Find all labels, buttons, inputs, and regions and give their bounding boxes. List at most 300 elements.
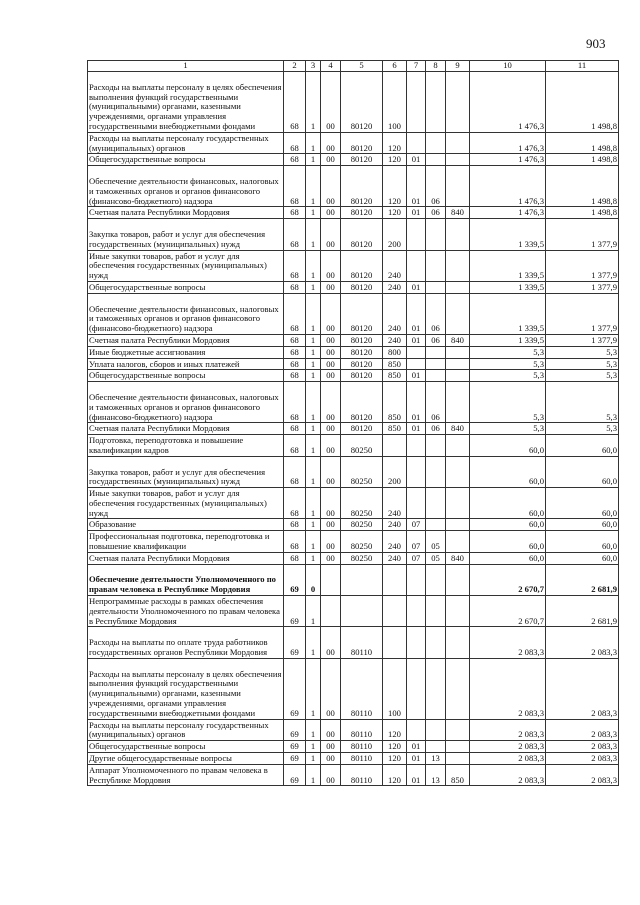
code-cell: 1 [306, 370, 321, 382]
code-cell: 68 [284, 219, 306, 250]
amount-cell: 2 670,7 [470, 596, 546, 627]
amount-cell: 60,0 [470, 531, 546, 553]
row-name-cell: Расходы на выплаты персоналу государственных (муниципальных) органов [88, 132, 284, 154]
code-cell: 240 [383, 281, 407, 293]
code-cell [446, 435, 470, 457]
table-row [88, 293, 619, 334]
code-cell [383, 564, 407, 595]
code-cell [446, 753, 470, 765]
row-name-cell: Иные закупки товаров, работ и услуг для обеспечения государственных (муниципальных) нужд [88, 488, 284, 519]
row-name-cell: Расходы на выплаты персоналу государственных (муниципальных) органов [88, 719, 284, 741]
code-cell: 80120 [341, 293, 383, 334]
code-cell [426, 154, 446, 166]
code-cell: 80110 [341, 753, 383, 765]
code-cell: 80250 [341, 456, 383, 487]
code-cell: 00 [321, 281, 341, 293]
code-cell: 00 [321, 166, 341, 207]
code-cell [426, 219, 446, 250]
code-cell: 850 [383, 370, 407, 382]
code-cell [446, 250, 470, 281]
code-cell [426, 519, 446, 531]
code-cell: 68 [284, 370, 306, 382]
code-cell [426, 719, 446, 741]
code-cell: 69 [284, 627, 306, 658]
code-cell: 68 [284, 346, 306, 358]
header-cell: 10 [470, 61, 546, 72]
header-cell: 6 [383, 61, 407, 72]
code-cell [407, 456, 426, 487]
code-cell [426, 435, 446, 457]
row-name-cell: Профессиональная подготовка, переподготовка и повышение квалификации [88, 531, 284, 553]
code-cell: 00 [321, 293, 341, 334]
code-cell: 68 [284, 132, 306, 154]
code-cell: 00 [321, 370, 341, 382]
code-cell: 1 [306, 519, 321, 531]
code-cell: 1 [306, 207, 321, 219]
code-cell: 80120 [341, 358, 383, 370]
code-cell [407, 346, 426, 358]
amount-cell: 60,0 [470, 456, 546, 487]
amount-cell: 1 339,5 [470, 334, 546, 346]
code-cell: 00 [321, 72, 341, 133]
code-cell: 01 [407, 370, 426, 382]
code-cell [446, 346, 470, 358]
row-name-cell: Иные бюджетные ассигнования [88, 346, 284, 358]
header-cell: 11 [546, 61, 619, 72]
table-row [88, 423, 619, 435]
row-name-cell: Счетная палата Республики Мордовия [88, 334, 284, 346]
table-row [88, 72, 619, 133]
code-cell: 80110 [341, 741, 383, 753]
code-cell [446, 293, 470, 334]
code-cell [426, 281, 446, 293]
amount-cell: 1 377,9 [546, 334, 619, 346]
amount-cell: 60,0 [546, 519, 619, 531]
code-cell: 1 [306, 456, 321, 487]
code-cell: 68 [284, 334, 306, 346]
amount-cell: 1 476,3 [470, 132, 546, 154]
table-row [88, 741, 619, 753]
code-cell [407, 596, 426, 627]
code-cell: 01 [407, 423, 426, 435]
header-cell: 8 [426, 61, 446, 72]
code-cell: 200 [383, 219, 407, 250]
amount-cell: 5,3 [470, 370, 546, 382]
amount-cell: 1 498,8 [546, 72, 619, 133]
code-cell [446, 456, 470, 487]
code-cell: 00 [321, 488, 341, 519]
table-row [88, 334, 619, 346]
code-cell: 00 [321, 627, 341, 658]
code-cell: 840 [446, 552, 470, 564]
code-cell: 00 [321, 346, 341, 358]
row-name-cell: Счетная палата Республики Мордовия [88, 552, 284, 564]
code-cell [426, 564, 446, 595]
code-cell: 1 [306, 764, 321, 786]
row-name-cell: Общегосударственные вопросы [88, 281, 284, 293]
table-row [88, 456, 619, 487]
amount-cell: 1 339,5 [470, 219, 546, 250]
code-cell: 1 [306, 531, 321, 553]
code-cell: 01 [407, 753, 426, 765]
code-cell: 07 [407, 531, 426, 553]
header-cell: 1 [88, 61, 284, 72]
code-cell: 06 [426, 293, 446, 334]
amount-cell: 5,3 [470, 358, 546, 370]
code-cell: 00 [321, 358, 341, 370]
amount-cell: 1 339,5 [470, 293, 546, 334]
code-cell [321, 564, 341, 595]
code-cell: 68 [284, 435, 306, 457]
code-cell [446, 658, 470, 719]
code-cell [321, 596, 341, 627]
code-cell: 13 [426, 764, 446, 786]
code-cell [407, 132, 426, 154]
amount-cell: 2 681,9 [546, 564, 619, 595]
code-cell: 68 [284, 154, 306, 166]
row-name-cell: Расходы на выплаты персоналу в целях обеспечения выполнения функций государственными (муниципальными) органами, казенными учреждениями, органами управления государственными внебюджетными фондами [88, 658, 284, 719]
amount-cell: 1 377,9 [546, 250, 619, 281]
code-cell: 1 [306, 219, 321, 250]
code-cell [446, 219, 470, 250]
table-row [88, 564, 619, 595]
code-cell: 240 [383, 531, 407, 553]
code-cell: 69 [284, 741, 306, 753]
code-cell [407, 435, 426, 457]
code-cell: 840 [446, 423, 470, 435]
amount-cell: 2 083,3 [470, 719, 546, 741]
code-cell [446, 154, 470, 166]
code-cell: 240 [383, 250, 407, 281]
code-cell: 80120 [341, 72, 383, 133]
code-cell: 1 [306, 358, 321, 370]
amount-cell: 5,3 [546, 346, 619, 358]
code-cell: 80120 [341, 219, 383, 250]
code-cell: 00 [321, 382, 341, 423]
amount-cell: 60,0 [470, 435, 546, 457]
code-cell [407, 358, 426, 370]
amount-cell: 2 083,3 [470, 753, 546, 765]
code-cell: 80120 [341, 370, 383, 382]
code-cell: 1 [306, 166, 321, 207]
amount-cell: 2 670,7 [470, 564, 546, 595]
code-cell: 01 [407, 281, 426, 293]
code-cell: 1 [306, 435, 321, 457]
table-row [88, 753, 619, 765]
code-cell [426, 250, 446, 281]
code-cell: 1 [306, 423, 321, 435]
code-cell: 00 [321, 250, 341, 281]
code-cell: 69 [284, 564, 306, 595]
code-cell: 80120 [341, 346, 383, 358]
code-cell [426, 132, 446, 154]
code-cell: 1 [306, 334, 321, 346]
amount-cell: 2 083,3 [470, 658, 546, 719]
row-name-cell: Общегосударственные вопросы [88, 741, 284, 753]
amount-cell: 2 083,3 [546, 658, 619, 719]
table-row [88, 281, 619, 293]
amount-cell: 1 498,8 [546, 132, 619, 154]
table-row [88, 154, 619, 166]
code-cell: 00 [321, 456, 341, 487]
code-cell: 01 [407, 741, 426, 753]
code-cell [426, 72, 446, 133]
code-cell: 120 [383, 753, 407, 765]
code-cell: 1 [306, 658, 321, 719]
code-cell: 200 [383, 456, 407, 487]
code-cell [446, 596, 470, 627]
code-cell: 68 [284, 382, 306, 423]
code-cell: 00 [321, 719, 341, 741]
code-cell: 1 [306, 741, 321, 753]
table-row [88, 596, 619, 627]
table-row [88, 346, 619, 358]
header-cell: 9 [446, 61, 470, 72]
code-cell: 0 [306, 564, 321, 595]
code-cell: 1 [306, 719, 321, 741]
row-name-cell: Аппарат Уполномоченного по правам человека в Республике Мордовия [88, 764, 284, 786]
table-row [88, 519, 619, 531]
amount-cell: 5,3 [546, 370, 619, 382]
table-row [88, 531, 619, 553]
code-cell: 120 [383, 207, 407, 219]
code-cell: 00 [321, 519, 341, 531]
code-cell [407, 627, 426, 658]
code-cell [426, 627, 446, 658]
code-cell: 06 [426, 423, 446, 435]
amount-cell: 1 339,5 [470, 281, 546, 293]
code-cell: 68 [284, 519, 306, 531]
code-cell: 07 [407, 552, 426, 564]
code-cell: 840 [446, 207, 470, 219]
code-cell: 80120 [341, 132, 383, 154]
row-name-cell: Расходы на выплаты персоналу в целях обеспечения выполнения функций государственными (муниципальными) органами, казенными учреждениями, органами управления государственными внебюджетными фондами [88, 72, 284, 133]
code-cell [341, 596, 383, 627]
code-cell: 00 [321, 531, 341, 553]
code-cell [407, 72, 426, 133]
code-cell: 80120 [341, 250, 383, 281]
code-cell: 69 [284, 764, 306, 786]
code-cell: 850 [383, 423, 407, 435]
amount-cell: 60,0 [546, 435, 619, 457]
code-cell [446, 531, 470, 553]
code-cell [383, 596, 407, 627]
amount-cell: 2 083,3 [546, 627, 619, 658]
code-cell: 240 [383, 519, 407, 531]
amount-cell: 1 377,9 [546, 293, 619, 334]
amount-cell: 60,0 [470, 552, 546, 564]
row-name-cell: Счетная палата Республики Мордовия [88, 423, 284, 435]
code-cell: 06 [426, 166, 446, 207]
code-cell: 80110 [341, 658, 383, 719]
code-cell: 1 [306, 596, 321, 627]
code-cell: 100 [383, 658, 407, 719]
code-cell: 1 [306, 552, 321, 564]
amount-cell: 60,0 [546, 552, 619, 564]
code-cell [446, 564, 470, 595]
row-name-cell: Общегосударственные вопросы [88, 370, 284, 382]
code-cell: 68 [284, 423, 306, 435]
code-cell: 80120 [341, 423, 383, 435]
code-cell: 120 [383, 154, 407, 166]
code-cell [426, 346, 446, 358]
code-cell: 120 [383, 741, 407, 753]
amount-cell: 2 083,3 [546, 753, 619, 765]
amount-cell: 5,3 [470, 382, 546, 423]
row-name-cell: Расходы на выплаты по оплате труда работников государственных органов Республики Мордовия [88, 627, 284, 658]
code-cell: 840 [446, 334, 470, 346]
code-cell: 68 [284, 281, 306, 293]
code-cell: 00 [321, 207, 341, 219]
code-cell [446, 72, 470, 133]
code-cell: 80120 [341, 281, 383, 293]
code-cell: 120 [383, 719, 407, 741]
amount-cell: 5,3 [470, 423, 546, 435]
code-cell: 01 [407, 154, 426, 166]
code-cell: 1 [306, 132, 321, 154]
code-cell: 80120 [341, 382, 383, 423]
code-cell: 68 [284, 293, 306, 334]
header-cell: 5 [341, 61, 383, 72]
code-cell [446, 488, 470, 519]
row-name-cell: Закупка товаров, работ и услуг для обеспечения государственных (муниципальных) нужд [88, 219, 284, 250]
code-cell: 80120 [341, 334, 383, 346]
amount-cell: 5,3 [546, 382, 619, 423]
table-row [88, 627, 619, 658]
code-cell: 01 [407, 166, 426, 207]
code-cell [407, 250, 426, 281]
code-cell [383, 627, 407, 658]
code-cell: 13 [426, 753, 446, 765]
code-cell: 1 [306, 382, 321, 423]
code-cell: 68 [284, 552, 306, 564]
amount-cell: 1 476,3 [470, 154, 546, 166]
code-cell: 00 [321, 658, 341, 719]
amount-cell: 5,3 [546, 423, 619, 435]
code-cell: 68 [284, 207, 306, 219]
code-cell: 1 [306, 753, 321, 765]
code-cell [383, 435, 407, 457]
code-cell: 68 [284, 456, 306, 487]
code-cell [426, 358, 446, 370]
code-cell [446, 519, 470, 531]
amount-cell: 1 498,8 [546, 154, 619, 166]
code-cell [407, 658, 426, 719]
code-cell [426, 596, 446, 627]
row-name-cell: Счетная палата Республики Мордовия [88, 207, 284, 219]
table-row [88, 207, 619, 219]
code-cell [446, 370, 470, 382]
table-body [88, 72, 619, 786]
code-cell: 69 [284, 753, 306, 765]
code-cell: 80110 [341, 719, 383, 741]
amount-cell: 60,0 [470, 519, 546, 531]
code-cell: 68 [284, 531, 306, 553]
table-row [88, 488, 619, 519]
code-cell: 80120 [341, 154, 383, 166]
code-cell: 00 [321, 219, 341, 250]
amount-cell: 1 377,9 [546, 281, 619, 293]
row-name-cell: Обеспечение деятельности Уполномоченного по правам человека в Республике Мордовия [88, 564, 284, 595]
budget-table [87, 60, 619, 786]
amount-cell: 5,3 [470, 346, 546, 358]
code-cell: 06 [426, 382, 446, 423]
code-cell: 1 [306, 488, 321, 519]
amount-cell: 2 083,3 [546, 764, 619, 786]
code-cell: 00 [321, 132, 341, 154]
row-name-cell: Обеспечение деятельности финансовых, налоговых и таможенных органов и органов финансового (финансово-бюджетного) надзора [88, 166, 284, 207]
code-cell: 850 [383, 382, 407, 423]
code-cell: 69 [284, 596, 306, 627]
amount-cell: 2 083,3 [470, 764, 546, 786]
amount-cell: 60,0 [546, 488, 619, 519]
code-cell: 69 [284, 658, 306, 719]
code-cell: 68 [284, 488, 306, 519]
header-cell: 7 [407, 61, 426, 72]
code-cell: 06 [426, 334, 446, 346]
row-name-cell: Подготовка, переподготовка и повышение квалификации кадров [88, 435, 284, 457]
amount-cell: 2 083,3 [546, 719, 619, 741]
code-cell: 120 [383, 764, 407, 786]
code-cell [407, 488, 426, 519]
code-cell [426, 658, 446, 719]
code-cell: 1 [306, 627, 321, 658]
row-name-cell: Обеспечение деятельности финансовых, налоговых и таможенных органов и органов финансового (финансово-бюджетного) надзора [88, 293, 284, 334]
amount-cell: 1 377,9 [546, 219, 619, 250]
code-cell: 100 [383, 72, 407, 133]
code-cell: 80110 [341, 764, 383, 786]
amount-cell: 2 681,9 [546, 596, 619, 627]
amount-cell: 2 083,3 [470, 741, 546, 753]
code-cell: 01 [407, 207, 426, 219]
row-name-cell: Другие общегосударственные вопросы [88, 753, 284, 765]
page-number: 903 [586, 36, 606, 51]
code-cell: 80120 [341, 166, 383, 207]
code-cell: 68 [284, 250, 306, 281]
header-row [88, 61, 619, 72]
code-cell: 69 [284, 719, 306, 741]
row-name-cell: Общегосударственные вопросы [88, 154, 284, 166]
code-cell: 1 [306, 346, 321, 358]
code-cell [407, 219, 426, 250]
code-cell [446, 166, 470, 207]
header-cell: 2 [284, 61, 306, 72]
code-cell: 00 [321, 552, 341, 564]
code-cell: 00 [321, 753, 341, 765]
code-cell: 120 [383, 166, 407, 207]
code-cell: 1 [306, 250, 321, 281]
code-cell: 1 [306, 72, 321, 133]
row-name-cell: Иные закупки товаров, работ и услуг для обеспечения государственных (муниципальных) нужд [88, 250, 284, 281]
amount-cell: 1 498,8 [546, 166, 619, 207]
table-row [88, 764, 619, 786]
code-cell: 00 [321, 741, 341, 753]
header-cell: 4 [321, 61, 341, 72]
code-cell [446, 627, 470, 658]
code-cell [446, 382, 470, 423]
code-cell: 120 [383, 132, 407, 154]
code-cell: 68 [284, 166, 306, 207]
code-cell [426, 370, 446, 382]
code-cell: 68 [284, 358, 306, 370]
amount-cell: 60,0 [546, 531, 619, 553]
code-cell: 850 [383, 358, 407, 370]
amount-cell: 60,0 [470, 488, 546, 519]
code-cell: 240 [383, 552, 407, 564]
code-cell: 80250 [341, 531, 383, 553]
row-name-cell: Обеспечение деятельности финансовых, налоговых и таможенных органов и органов финансового (финансово-бюджетного) надзора [88, 382, 284, 423]
code-cell: 80250 [341, 488, 383, 519]
